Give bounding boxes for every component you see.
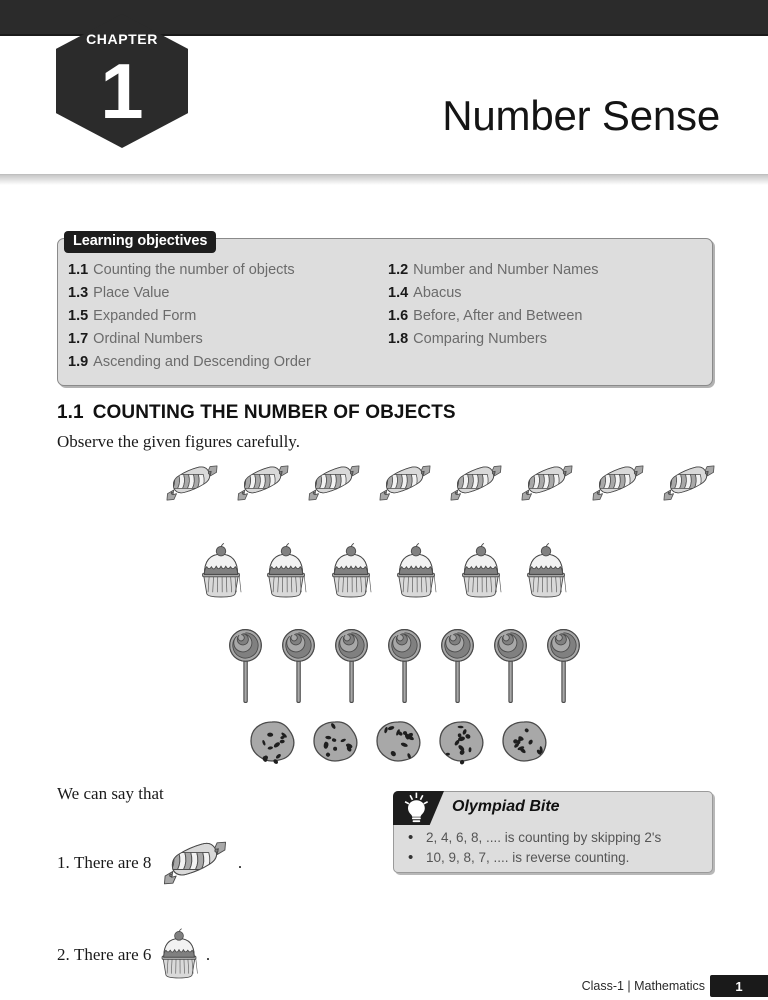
olympiad-bite-title: Olympiad Bite [452, 798, 560, 815]
conclusion-period: . [205, 945, 211, 964]
cookie-icon [374, 720, 422, 768]
objective-label: Counting the number of objects [93, 262, 295, 278]
objective-number: 1.9 [68, 354, 89, 370]
objective-label: Ordinal Numbers [93, 331, 203, 347]
chapter-word: CHAPTER [86, 31, 158, 47]
list-item [388, 262, 708, 285]
cookie-icon [437, 720, 485, 768]
list-item [388, 285, 708, 308]
lollipop-icon [228, 628, 263, 704]
cupcake-icon [156, 928, 202, 982]
list-item [68, 308, 388, 331]
cupcake-icon [326, 543, 376, 601]
candy-icon [373, 462, 437, 504]
olympiad-bite-list [408, 828, 708, 868]
cupcake-icon [391, 543, 441, 601]
page-number-badge: 1 [710, 975, 768, 997]
conclusion-period: . [237, 853, 243, 872]
learning-objectives-left-column [68, 262, 388, 377]
cupcake-icon [261, 543, 311, 601]
lollipop-icon [334, 628, 369, 704]
lollipop-icon [493, 628, 528, 704]
lollipop-icon [387, 628, 422, 704]
cupcake-icon [521, 543, 571, 601]
candy-row [160, 462, 721, 504]
list-item [68, 331, 388, 354]
conclusion-item-1 [57, 838, 242, 888]
cookie-row [248, 720, 548, 768]
list-item [388, 308, 708, 331]
list-item [68, 262, 388, 285]
list-item [68, 285, 388, 308]
olympiad-bullet-text: 10, 9, 8, 7, .... is reverse counting. [426, 850, 630, 865]
candy-icon [156, 838, 234, 888]
learning-objectives-right-column [388, 262, 708, 377]
lollipop-row [228, 628, 581, 704]
cupcake-row [196, 543, 571, 601]
conclusion-text: There are 6 [74, 945, 152, 964]
section-number: 1.1 [57, 402, 84, 423]
lollipop-icon [281, 628, 316, 704]
list-item [408, 848, 708, 868]
candy-icon [657, 462, 721, 504]
conclusion-intro: We can say that [57, 784, 164, 803]
olympiad-bullet-text: 2, 4, 6, 8, .... is counting by skipping 2's [426, 830, 662, 845]
candy-icon [444, 462, 508, 504]
list-item [68, 354, 388, 377]
learning-objectives-columns [68, 262, 708, 377]
candy-icon [231, 462, 295, 504]
footer-label: Class-1 | Mathematics [581, 979, 705, 993]
cookie-icon [248, 720, 296, 768]
conclusion-marker: 2. [57, 945, 70, 964]
objective-number: 1.1 [68, 262, 89, 278]
bullet-icon: • [408, 829, 414, 846]
lollipop-icon [440, 628, 475, 704]
candy-icon [160, 462, 224, 504]
page-title: Number Sense [442, 92, 720, 139]
cupcake-icon [196, 543, 246, 601]
list-item [408, 828, 708, 848]
chapter-number: 1 [100, 47, 144, 135]
objective-number: 1.7 [68, 331, 89, 347]
objective-label: Comparing Numbers [413, 331, 547, 347]
candy-icon [586, 462, 650, 504]
cookie-icon [311, 720, 359, 768]
objective-number: 1.6 [388, 308, 409, 324]
objective-number: 1.8 [388, 331, 409, 347]
objective-number: 1.5 [68, 308, 89, 324]
header-divider-shadow [0, 175, 768, 185]
conclusion-marker: 1. [57, 853, 70, 872]
objective-label: Expanded Form [93, 308, 197, 324]
section-heading [57, 402, 456, 424]
objective-label: Place Value [93, 285, 170, 301]
conclusion-item-2 [57, 928, 210, 982]
section-title: COUNTING THE NUMBER OF OBJECTS [92, 402, 456, 423]
chapter-badge [56, 14, 188, 148]
list-item [388, 331, 708, 354]
candy-icon [515, 462, 579, 504]
lollipop-icon [546, 628, 581, 704]
candy-icon [302, 462, 366, 504]
cupcake-icon [456, 543, 506, 601]
objective-number: 1.4 [388, 285, 409, 301]
bullet-icon: • [408, 849, 414, 866]
objective-label: Ascending and Descending Order [93, 354, 311, 370]
objective-number: 1.3 [68, 285, 89, 301]
objective-label: Abacus [413, 285, 462, 301]
conclusion-text: There are 8 [74, 853, 152, 872]
objective-label: Before, After and Between [413, 308, 583, 324]
cookie-icon [500, 720, 548, 768]
section-instruction: Observe the given figures carefully. [57, 432, 300, 451]
learning-objectives-tab: Learning objectives [64, 231, 216, 253]
objective-number: 1.2 [388, 262, 409, 278]
objective-label: Number and Number Names [413, 262, 599, 278]
